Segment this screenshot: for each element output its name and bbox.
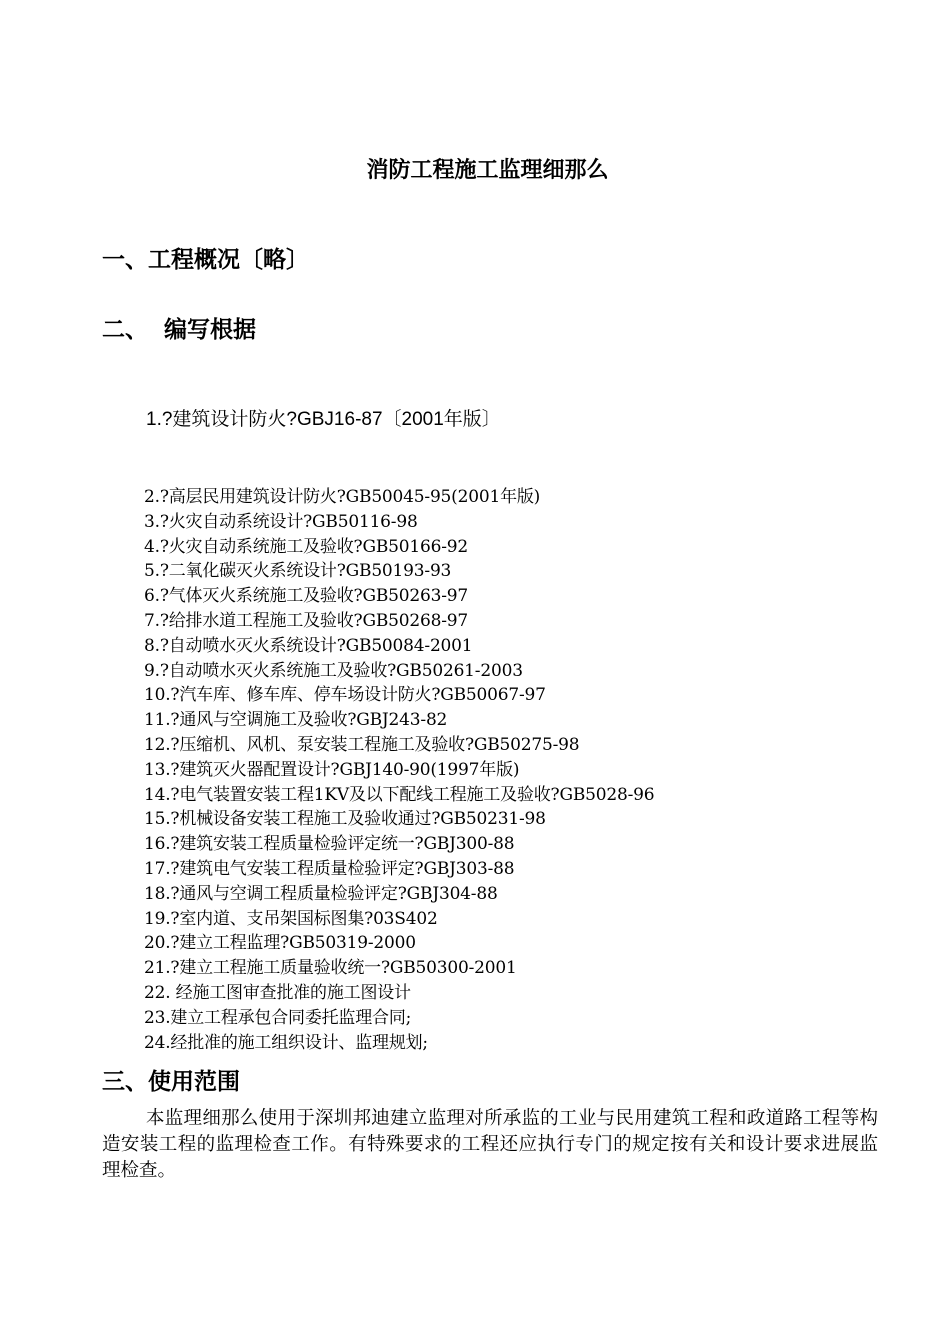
section-heading-basis: 二、 编写根据 xyxy=(102,317,257,343)
section-heading-overview: 一、工程概况〔略〕 xyxy=(102,247,309,273)
reference-item: 19.?室内道、支吊架国标图集?03S402 xyxy=(144,908,438,929)
reference-item: 17.?建筑电气安装工程质量检验评定?GBJ303-88 xyxy=(144,858,515,879)
reference-item: 12.?压缩机、风机、泵安装工程施工及验收?GB50275-98 xyxy=(144,734,580,755)
reference-list xyxy=(144,485,654,1055)
reference-item: 15.?机械设备安装工程施工及验收通过?GB50231-98 xyxy=(144,809,546,830)
reference-item: 16.?建筑安装工程质量检验评定统一?GBJ300-88 xyxy=(144,834,515,855)
reference-item: 7.?给排水道工程施工及验收?GB50268-97 xyxy=(144,610,468,631)
reference-item: 2.?高层民用建筑设计防火?GB50045-95(2001年版) xyxy=(144,487,541,507)
reference-item: 22. 经施工图审查批准的施工图设计 xyxy=(144,982,411,1003)
reference-item: 24.经批准的施工组织设计、监理规划; xyxy=(144,1032,428,1053)
reference-item: 11.?通风与空调施工及验收?GBJ243-82 xyxy=(144,710,448,731)
reference-item: 10.?汽车库、修车库、停车场设计防火?GB50067-97 xyxy=(144,685,546,706)
reference-item: 8.?自动喷水灭火系统设计?GB50084-2001 xyxy=(144,635,473,656)
reference-item-1: 1.?建筑设计防火?GBJ16-87〔2001年版〕 xyxy=(146,409,501,430)
reference-item: 5.?二氧化碳灭火系统设计?GB50193-93 xyxy=(144,561,452,582)
reference-item: 18.?通风与空调工程质量检验评定?GBJ304-88 xyxy=(144,883,498,904)
scope-paragraph: 本监理细那么使用于深圳邦迪建立监理对所承监的工业与民用建筑工程和政道路工程等构造安装工程的监理检查工作。有特殊要求的工程还应执行专门的规定按有关和设计要求进展监理检查。 xyxy=(102,1108,878,1181)
reference-item: 14.?电气装置安装工程1KV及以下配线工程施工及验收?GB5028-96 xyxy=(144,784,655,805)
reference-item: 3.?火灾自动系统设计?GB50116-98 xyxy=(144,511,418,532)
reference-item: 21.?建立工程施工质量验收统一?GB50300-2001 xyxy=(144,958,517,979)
reference-item: 9.?自动喷水灭火系统施工及验收?GB50261-2003 xyxy=(144,660,523,681)
reference-item: 13.?建筑灭火器配置设计?GBJ140-90(1997年版) xyxy=(144,759,520,780)
reference-item: 6.?气体灭火系统施工及验收?GB50263-97 xyxy=(144,586,468,607)
reference-item: 23.建立工程承包合同委托监理合同; xyxy=(144,1007,412,1028)
reference-item: 20.?建立工程监理?GB50319-2000 xyxy=(144,933,416,954)
section-heading-scope: 三、使用范围 xyxy=(102,1069,240,1095)
document-title: 消防工程施工监理细那么 xyxy=(366,158,609,183)
reference-item: 4.?火灾自动系统施工及验收?GB50166-92 xyxy=(144,536,468,557)
